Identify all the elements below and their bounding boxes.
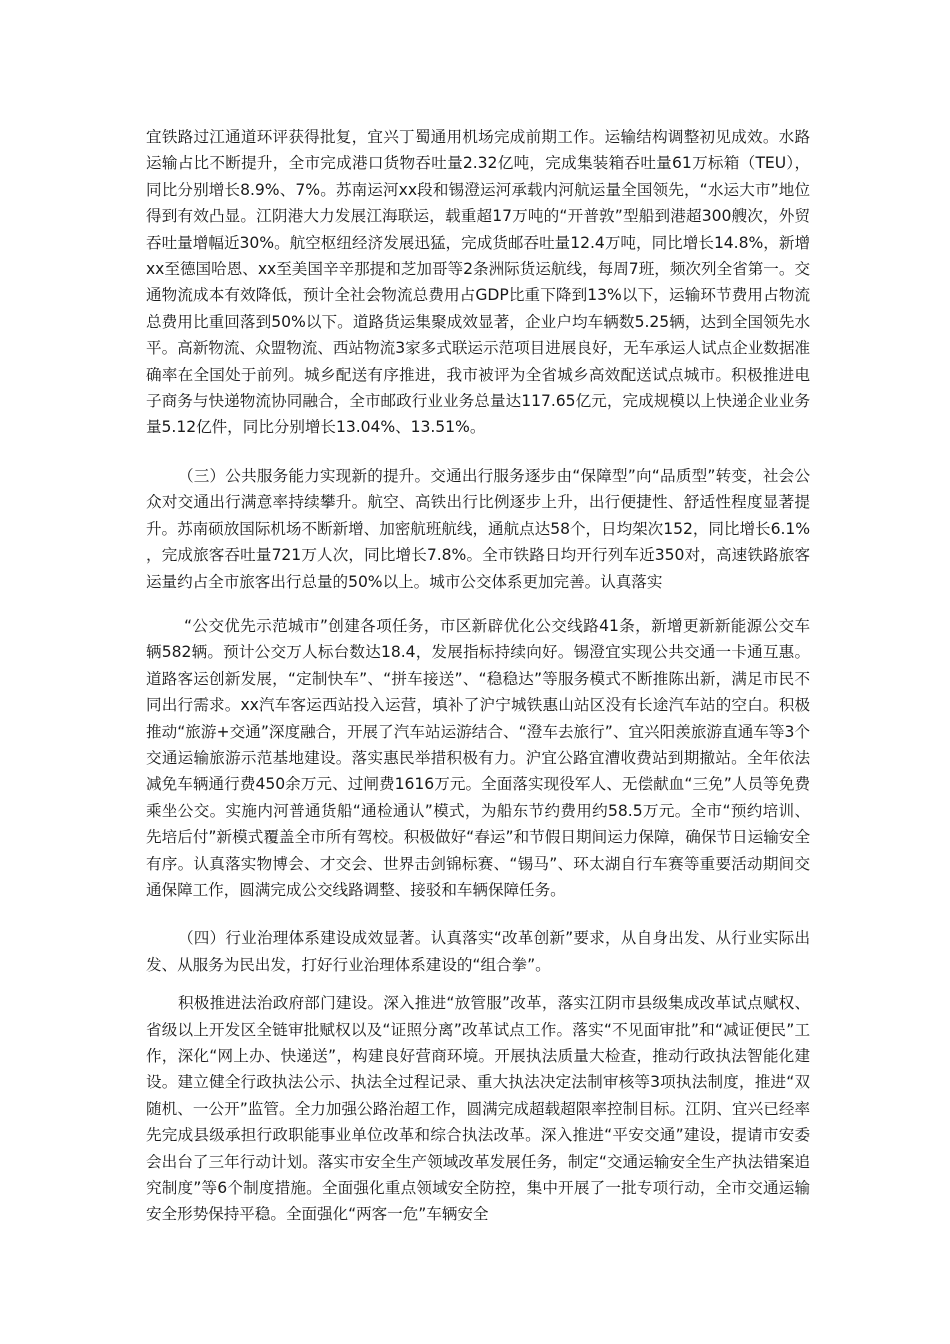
paragraph-rule-of-law: 积极推进法治政府部门建设。深入推进“放管服”改革，落实江阴市县级集成改革试点赋权、省级以上开发区全链审批赋权以及“证照分离”改革试点工作。落实“不见面审批”和“减证便民”工作，深化“网上办、快递送”，构建良好营商环境。开展执法质量大检查，推动行政执法智能化建设。建立健全行政执法公示、执法全过程记录、重大执法决定法制审核等3项执法制度，推进“双随机、一公开”监管。全力加强公路治超工作，圆满完成超载超限率控制目标。江阴、宜兴已经率先完成县级承担行政职能事业单位改革和综合执法改革。深入推进“平安交通”建设，提请市安委会出台了三年行动计划。落实市安全生产领域改革发展任务，制定“交通运输安全生产执法错案追究制度”等6个制度措施。全面强化重点领域安全防控，集中开展了一批专项行动，全市交通运输安全形势保持平稳。全面强化“两客一危”车辆安全 [146, 994, 810, 1224]
paragraph-public-service: （三）公共服务能力实现新的提升。交通出行服务逐步由“保障型”向“品质型”转变，社会公众对交通出行满意率持续攀升。航空、高铁出行比例逐步上升，出行便捷性、舒适性程度显著提升。苏南硕放国际机场不断新增、加密航班航线，通航点达58个，日均架次152，同比增长6.1%，完成旅客吞吐量721万人次，同比增长7.8%。全市铁路日均开行列车近350对，高速铁路旅客运量约占全市旅客出行总量的50%以上。城市公交体系更加完善。认真落实 [146, 466, 810, 591]
paragraph-transport-structure: 宜铁路过江通道环评获得批复，宜兴丁蜀通用机场完成前期工作。运输结构调整初见成效。水路运输占比不断提升，全市完成港口货物吞吐量2.32亿吨，完成集装箱吞吐量61万标箱（TEU），同比分别增长8.9%、7%。苏南运河xx段和锡澄运河承载内河航运量全国领先，“水运大市”地位得到有效凸显。江阴港大力发展江海联运，载重超17万吨的“开普敦”型船到港超300艘次，外贸吞吐量增幅近30%。航空枢纽经济发展迅猛，完成货邮吞吐量12.4万吨，同比增长14.8%，新增xx至德国哈恩、xx至美国辛辛那提和芝加哥等2条洲际货运航线，每周7班，频次列全省第一。交通物流成本有效降低，预计全社会物流总费用占GDP比重下降到13%以下，运输环节费用占物流总费用比重回落到50%以下。道路货运集聚成效显著，企业户均车辆数5.25辆，达到全国领先水平。高新物流、众盟物流、西站物流3家多式联运示范项目进展良好，无车承运人试点企业数据准确率在全国处于前列。城乡配送有序推进，我市被评为全省城乡高效配送试点城市。积极推进电子商务与快递物流协同融合，全市邮政行业业务总量达117.65亿元，完成规模以上快递企业业务量5.12亿件，同比分别增长13.04%、13.51%。 [146, 128, 810, 437]
paragraph-public-transit: “公交优先示范城市”创建各项任务，市区新辟优化公交线路41条，新增更新新能源公交车辆582辆。预计公交万人标台数达18.4，发展指标持续向好。锡澄宜实现公共交通一卡通互惠。道路客运创新发展，“定制快车”、“拼车接送”、“稳稳达”等服务模式不断推陈出新，满足市民不同出行需求。xx汽车客运西站投入运营，填补了沪宁城铁惠山站区没有长途汽车站的空白。积极推动“旅游+交通”深度融合，开展了汽车站运游结合、“澄车去旅行”、宜兴阳羡旅游直通车等3个交通运输旅游示范基地建设。落实惠民举措积极有力。沪宜公路宜漕收费站到期撤站。全年依法减免车辆通行费450余万元、过闸费1616万元。全面落实现役军人、无偿献血“三免”人员等免费乘坐公交。实施内河普通货船“通检通认”模式，为船东节约费用约58.5万元。全市“预约培训、先培后付”新模式覆盖全市所有驾校。积极做好“春运”和节假日期间运力保障，确保节日运输安全有序。认真落实物博会、才交会、世界击剑锦标赛、“锡马”、环太湖自行车赛等重要活动期间交通保障工作，圆满完成公交线路调整、接驳和车辆保障任务。 [146, 616, 810, 899]
paragraph-governance: （四）行业治理体系建设成效显著。认真落实“改革创新”要求，从自身出发、从行业实际出发、从服务为民出发，打好行业治理体系建设的“组合拳”。 [146, 929, 810, 974]
document-body [146, 124, 810, 1228]
